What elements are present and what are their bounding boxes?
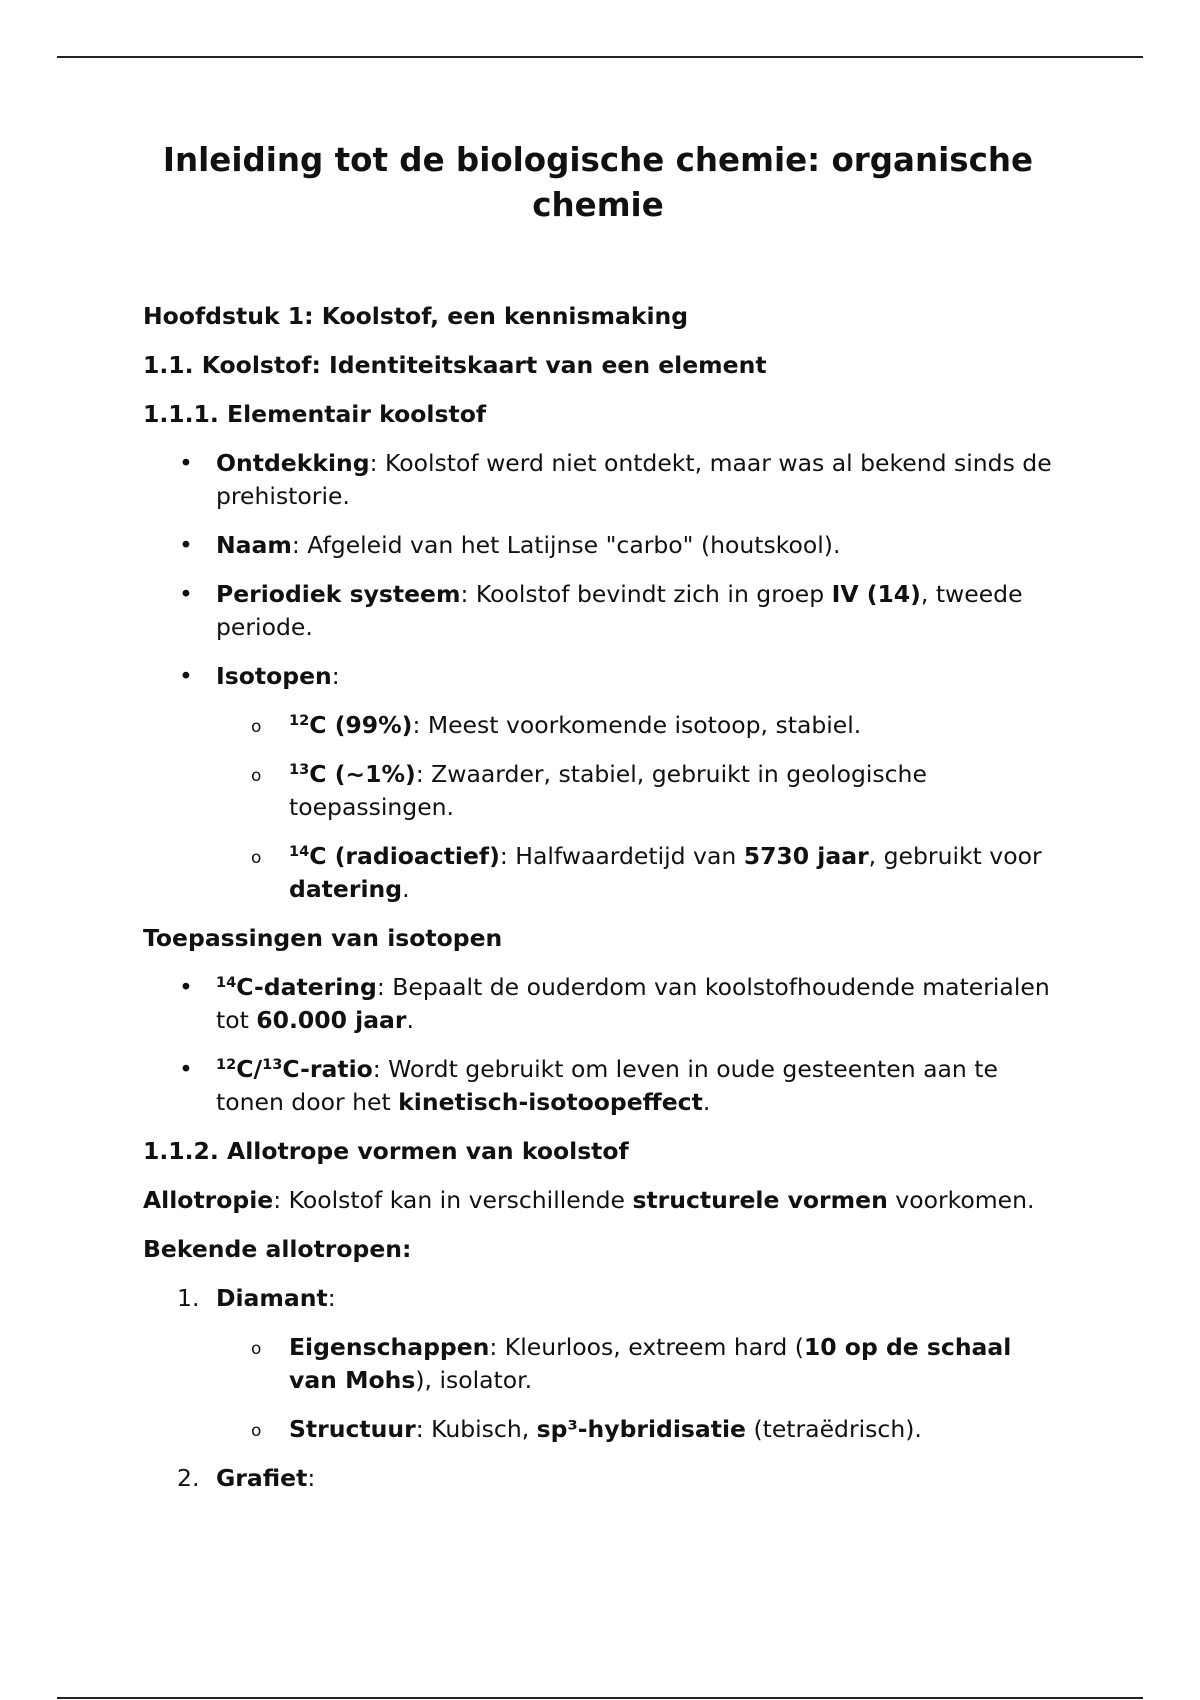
- allotropie-paragraph: Allotropie: Koolstof kan in verschillende structurele vormen voorkomen.: [143, 1186, 1035, 1214]
- bullet-marker: •: [179, 580, 193, 608]
- chapter-heading: Hoofdstuk 1: Koolstof, een kennismaking: [143, 302, 689, 330]
- bullet-periodiek-systeem: • Periodiek systeem: Koolstof bevindt zich in groep IV (14), tweede periode.: [179, 580, 1023, 641]
- sub-marker: o: [251, 766, 262, 786]
- diamant-eigenschappen: o Eigenschappen: Kleurloos, extreem hard (10 op de schaal van Mohs), isolator.: [251, 1333, 1012, 1394]
- bullet-naam: • Naam: Afgeleid van het Latijnse "carbo" (houtskool).: [143, 529, 1053, 562]
- toepassingen-heading: Toepassingen van isotopen: [143, 924, 503, 952]
- bullet-marker: •: [179, 449, 193, 477]
- header-rule: [57, 56, 1143, 58]
- bullet-ontdekking: • Ontdekking: Koolstof werd niet ontdekt, maar was al bekend sinds de prehistorie.: [179, 449, 1052, 510]
- allotrope-grafiet: 2. Grafiet:: [143, 1462, 1053, 1495]
- isotope-c12: o $^{12}$C (99%): Meest voorkomende isotoop, stabiel.: [216, 709, 1053, 742]
- diamant-structuur: o Structuur: Kubisch, sp³-hybridisatie (tetraëdrisch).: [216, 1413, 1053, 1446]
- allotrope-diamant: 1. Diamant: o Eigenschappen: Kleurloos, extreem hard (10 op de schaal van Mohs), isolator. o Structuur: Kubisch, sp³-hybridisatie (tetraëdrisch).: [143, 1282, 1053, 1446]
- sub-marker: o: [251, 1339, 262, 1359]
- bullet-marker: •: [179, 1055, 193, 1083]
- sub-marker: o: [251, 717, 262, 737]
- section-heading-1-1: 1.1. Koolstof: Identiteitskaart van een element: [143, 351, 767, 379]
- bullet-c14-datering: • $^{14}$C-datering: Bepaalt de ouderdom van koolstofhoudende materialen tot 60.000 jaar.: [179, 973, 1050, 1034]
- footer-rule: [57, 1697, 1143, 1699]
- section-heading-1-1-1: 1.1.1. Elementair koolstof: [143, 400, 487, 428]
- element-bullets: [143, 447, 1053, 906]
- document-title: Inleiding tot de biologische chemie: organische chemie: [162, 141, 1034, 224]
- sub-marker: o: [251, 1421, 262, 1441]
- isotope-list: [216, 709, 1053, 906]
- list-number: 2.: [177, 1464, 200, 1492]
- list-number: 1.: [177, 1284, 200, 1312]
- allotrope-list: [143, 1282, 1053, 1495]
- bullet-marker: •: [179, 973, 193, 1001]
- document-body: [143, 138, 1053, 1511]
- bullet-marker: •: [179, 662, 193, 690]
- isotope-c14: o $^{14}$C (radioactief): Halfwaardetijd van 5730 jaar, gebruikt voor datering.: [251, 842, 1042, 903]
- bullet-marker: •: [179, 531, 193, 559]
- bullet-c12-c13-ratio: • $^{12}$C/$^{13}$C-ratio: Wordt gebruikt om leven in oude gesteenten aan te tonen door het kinetisch-isotoopeffect.: [179, 1055, 998, 1116]
- isotope-c13: o $^{13}$C (~1%): Zwaarder, stabiel, gebruikt in geologische toepassingen.: [251, 760, 927, 821]
- toepassingen-bullets: [143, 971, 1053, 1119]
- bullet-isotopen: • Isotopen: o $^{12}$C (99%): Meest voorkomende isotoop, stabiel. o $^{13}$C (~1%): Zwaarder, stabiel, gebruikt in geologische toepassingen. o $^{14}$C (radioactief): Halfwaardetijd van 5730 jaar, gebruikt voor datering.: [143, 660, 1053, 906]
- diamant-properties: [216, 1331, 1053, 1446]
- section-heading-1-1-2: 1.1.2. Allotrope vormen van koolstof: [143, 1137, 629, 1165]
- sub-marker: o: [251, 848, 262, 868]
- bekende-allotropen-heading: Bekende allotropen:: [143, 1235, 412, 1263]
